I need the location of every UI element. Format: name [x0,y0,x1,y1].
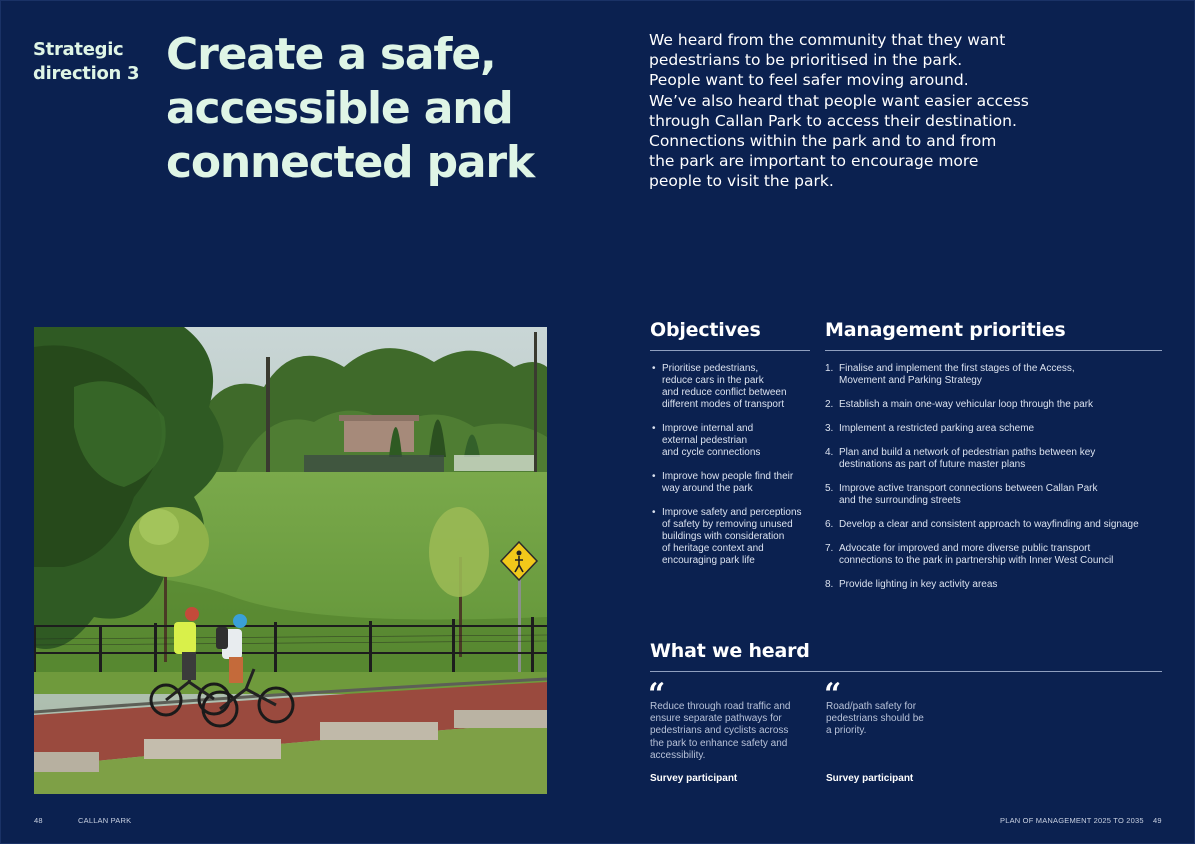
page-title [166,28,606,190]
list-item [650,471,815,495]
priority-line: connections to the park in partnership with Inner West Council [839,555,1114,566]
left-page-number: 48 [34,816,43,825]
objective-line: Improve how people find their [662,471,794,482]
quote-mark-icon: “ [824,677,842,712]
objective-line: encouraging park life [662,555,755,566]
priority-line: Advocate for improved and more diverse public transport [839,543,1091,554]
item-number: 2. [825,399,834,410]
objectives-rule [650,350,810,351]
label-line: Strategic [33,39,124,60]
quote-line: pedestrians should be [826,713,924,725]
list-item [825,399,1165,411]
item-number: 4. [825,447,834,458]
objective-line: and cycle connections [662,447,761,458]
objective-line: buildings with consideration [662,531,785,542]
bullet: • [652,507,656,518]
bullet: • [652,363,656,374]
list-item [825,579,1165,591]
priorities-list [825,363,1165,603]
priority-line: Provide lighting in key activity areas [839,579,998,590]
bullet: • [652,423,656,434]
bullet: • [652,471,656,482]
objective-line: Improve safety and perceptions [662,507,802,518]
priority-line: Movement and Parking Strategy [839,375,982,386]
priority-line: Improve active transport connections between Callan Park [839,483,1098,494]
quote-text [826,701,986,738]
quote-line: the park to enhance safety and [650,737,788,749]
intro-line: through Callan Park to access their destination. [649,111,1017,130]
quote-line: pedestrians and cyclists across [650,725,789,737]
management-priorities-heading: Management priorities [825,319,1066,341]
priority-line: Develop a clear and consistent approach to wayfinding and signage [839,519,1139,530]
objective-line: way around the park [662,483,753,494]
quote-attribution: Survey participant [826,773,914,784]
quote-line: ensure separate pathways for [650,713,782,725]
list-item [825,483,1165,507]
list-item [825,519,1165,531]
strategic-direction-label [33,38,139,86]
intro-line: people to visit the park. [649,172,834,191]
priority-line: Establish a main one-way vehicular loop through the park [839,399,1094,410]
objective-line: external pedestrian [662,435,748,446]
title-line: Create a safe, [166,29,496,80]
intro-line: Connections within the park and to and from [649,132,997,151]
title-line: connected park [166,137,534,188]
right-page-number: 49 [1153,816,1162,825]
item-number: 7. [825,543,834,554]
intro-line: the park are important to encourage more [649,152,979,171]
item-number: 3. [825,423,834,434]
objective-line: of heritage context and [662,543,764,554]
priorities-rule [825,350,1162,351]
list-item [825,363,1165,387]
priority-line: Implement a restricted parking area scheme [839,423,1035,434]
priority-line: Plan and build a network of pedestrian paths between key [839,447,1096,458]
quote-text [650,701,810,762]
intro-paragraph [649,30,1029,192]
intro-line: People want to feel safer moving around. [649,71,969,90]
objectives-heading: Objectives [650,319,761,341]
heard-rule [650,671,1162,672]
priority-line: Finalise and implement the first stages of the Access, [839,363,1075,374]
left-running-title: CALLAN PARK [78,816,132,825]
objectives-list [650,363,815,579]
quote-line: Reduce through road traffic and [650,701,791,712]
list-item [825,423,1165,435]
list-item [825,447,1165,471]
objective-line: Prioritise pedestrians, [662,363,759,374]
item-number: 5. [825,483,834,494]
what-we-heard-heading: What we heard [650,640,810,662]
quote-attribution: Survey participant [650,773,738,784]
objective-line: different modes of transport [662,399,785,410]
item-number: 8. [825,579,834,590]
objective-line: reduce cars in the park [662,375,764,386]
right-running-title: PLAN OF MANAGEMENT 2025 TO 2035 [1000,816,1144,825]
objective-line: of safety by removing unused [662,519,793,530]
intro-line: We heard from the community that they want [649,31,1006,49]
objective-line: Improve internal and [662,423,754,434]
priority-line: destinations as part of future master plans [839,459,1026,470]
quote-mark-icon: “ [648,677,666,712]
item-number: 6. [825,519,834,530]
list-item [650,363,815,411]
title-line: accessible and [166,83,513,134]
list-item [650,507,815,567]
list-item [825,543,1165,567]
park-cyclists-photo [34,327,547,794]
list-item [650,423,815,459]
quote-line: Road/path safety for [826,701,917,712]
item-number: 1. [825,363,834,374]
intro-line: We’ve also heard that people want easier access [649,91,1029,110]
label-line: direction 3 [33,63,140,84]
quote-line: accessibility. [650,749,706,761]
quote-line: a priority. [826,725,867,737]
priority-line: and the surrounding streets [839,495,961,506]
intro-line: pedestrians to be prioritised in the park. [649,51,963,70]
objective-line: and reduce conflict between [662,387,787,398]
